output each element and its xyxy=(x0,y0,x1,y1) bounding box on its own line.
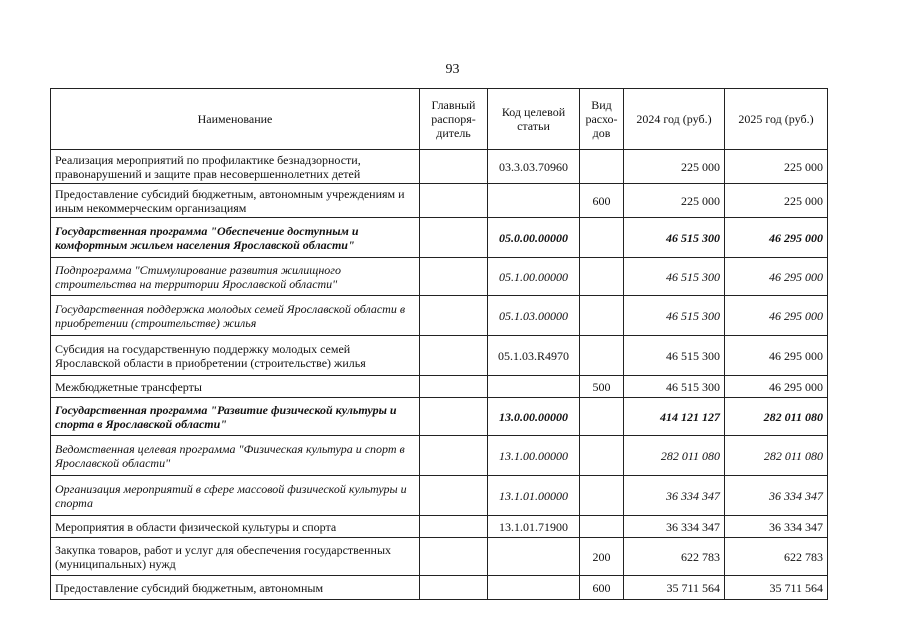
cell-y2024: 36 334 347 xyxy=(624,476,725,516)
cell-y2024: 36 334 347 xyxy=(624,516,725,538)
page-number: 93 xyxy=(445,62,460,77)
table-row xyxy=(51,576,828,600)
cell-chief xyxy=(420,258,488,296)
table-row xyxy=(51,336,828,376)
cell-y2025: 225 000 xyxy=(725,184,828,218)
table-row xyxy=(51,296,828,336)
cell-kind xyxy=(580,296,624,336)
cell-kind xyxy=(580,436,624,476)
cell-y2024: 225 000 xyxy=(624,184,725,218)
cell-y2025: 46 295 000 xyxy=(725,258,828,296)
cell-chief xyxy=(420,218,488,258)
cell-y2025: 282 011 080 xyxy=(725,398,828,436)
cell-y2025: 46 295 000 xyxy=(725,336,828,376)
cell-code xyxy=(488,184,580,218)
cell-y2024: 46 515 300 xyxy=(624,258,725,296)
cell-name: Государственная программа "Развитие физической культуры и спорта в Ярославской области" xyxy=(51,398,420,436)
cell-code: 13.0.00.00000 xyxy=(488,398,580,436)
cell-kind xyxy=(580,336,624,376)
cell-name: Ведомственная целевая программа "Физическая культура и спорт в Ярославской области" xyxy=(51,436,420,476)
cell-name: Закупка товаров, работ и услуг для обеспечения государственных (муниципальных) нужд xyxy=(51,538,420,576)
cell-kind: 500 xyxy=(580,376,624,398)
table-row xyxy=(51,218,828,258)
cell-chief xyxy=(420,336,488,376)
header-2024: 2024 год (руб.) xyxy=(624,89,725,150)
cell-name: Мероприятия в области физической культуры и спорта xyxy=(51,516,420,538)
cell-chief xyxy=(420,184,488,218)
cell-code xyxy=(488,376,580,398)
cell-code: 05.0.00.00000 xyxy=(488,218,580,258)
cell-chief xyxy=(420,398,488,436)
cell-code xyxy=(488,576,580,600)
cell-kind: 600 xyxy=(580,184,624,218)
cell-y2025: 622 783 xyxy=(725,538,828,576)
cell-name: Реализация мероприятий по профилактике безнадзорности, правонарушений и защите прав несовершеннолетних детей xyxy=(51,150,420,184)
table-row xyxy=(51,516,828,538)
cell-chief xyxy=(420,436,488,476)
header-kind: Вид расхо-дов xyxy=(580,89,624,150)
cell-name: Предоставление субсидий бюджетным, автономным учреждениям и иным некоммерческим организациям xyxy=(51,184,420,218)
header-name: Наименование xyxy=(51,89,420,150)
cell-y2024: 46 515 300 xyxy=(624,336,725,376)
cell-kind xyxy=(580,398,624,436)
header-chief: Главный распоря-дитель xyxy=(420,89,488,150)
table-row xyxy=(51,376,828,398)
cell-y2024: 35 711 564 xyxy=(624,576,725,600)
cell-code: 13.1.00.00000 xyxy=(488,436,580,476)
table-row xyxy=(51,398,828,436)
cell-kind: 600 xyxy=(580,576,624,600)
table-row xyxy=(51,538,828,576)
table-header-row xyxy=(51,89,828,150)
cell-name: Государственная поддержка молодых семей Ярославской области в приобретении (строительстве) жилья xyxy=(51,296,420,336)
cell-chief xyxy=(420,376,488,398)
cell-y2025: 35 711 564 xyxy=(725,576,828,600)
cell-code: 05.1.03.00000 xyxy=(488,296,580,336)
cell-name: Предоставление субсидий бюджетным, автономным xyxy=(51,576,420,600)
cell-y2025: 282 011 080 xyxy=(725,436,828,476)
budget-table xyxy=(50,88,828,600)
cell-name: Государственная программа "Обеспечение доступным и комфортным жильем населения Ярославской области" xyxy=(51,218,420,258)
cell-chief xyxy=(420,476,488,516)
cell-y2024: 282 011 080 xyxy=(624,436,725,476)
cell-name: Организация мероприятий в сфере массовой физической культуры и спорта xyxy=(51,476,420,516)
cell-code: 13.1.01.71900 xyxy=(488,516,580,538)
cell-name: Подпрограмма "Стимулирование развития жилищного строительства на территории Ярославской области" xyxy=(51,258,420,296)
cell-chief xyxy=(420,538,488,576)
cell-y2025: 36 334 347 xyxy=(725,516,828,538)
cell-kind xyxy=(580,150,624,184)
cell-y2024: 46 515 300 xyxy=(624,218,725,258)
cell-code: 13.1.01.00000 xyxy=(488,476,580,516)
header-code: Код целевой статьи xyxy=(488,89,580,150)
cell-chief xyxy=(420,150,488,184)
table-row xyxy=(51,150,828,184)
cell-chief xyxy=(420,576,488,600)
cell-y2025: 46 295 000 xyxy=(725,218,828,258)
table-row xyxy=(51,258,828,296)
cell-code: 03.3.03.70960 xyxy=(488,150,580,184)
cell-chief xyxy=(420,516,488,538)
cell-y2025: 46 295 000 xyxy=(725,376,828,398)
cell-code xyxy=(488,538,580,576)
cell-y2025: 225 000 xyxy=(725,150,828,184)
cell-chief xyxy=(420,296,488,336)
cell-y2024: 225 000 xyxy=(624,150,725,184)
cell-y2024: 46 515 300 xyxy=(624,376,725,398)
header-2025: 2025 год (руб.) xyxy=(725,89,828,150)
cell-y2024: 414 121 127 xyxy=(624,398,725,436)
table-row xyxy=(51,476,828,516)
cell-kind xyxy=(580,218,624,258)
cell-name: Субсидия на государственную поддержку молодых семей Ярославской области в приобретении (строительстве) жилья xyxy=(51,336,420,376)
cell-y2024: 622 783 xyxy=(624,538,725,576)
cell-kind xyxy=(580,516,624,538)
cell-name: Межбюджетные трансферты xyxy=(51,376,420,398)
cell-y2024: 46 515 300 xyxy=(624,296,725,336)
cell-kind xyxy=(580,476,624,516)
cell-kind: 200 xyxy=(580,538,624,576)
cell-code: 05.1.03.R4970 xyxy=(488,336,580,376)
cell-code: 05.1.00.00000 xyxy=(488,258,580,296)
cell-y2025: 46 295 000 xyxy=(725,296,828,336)
cell-y2025: 36 334 347 xyxy=(725,476,828,516)
table-row xyxy=(51,184,828,218)
cell-kind xyxy=(580,258,624,296)
table-row xyxy=(51,436,828,476)
